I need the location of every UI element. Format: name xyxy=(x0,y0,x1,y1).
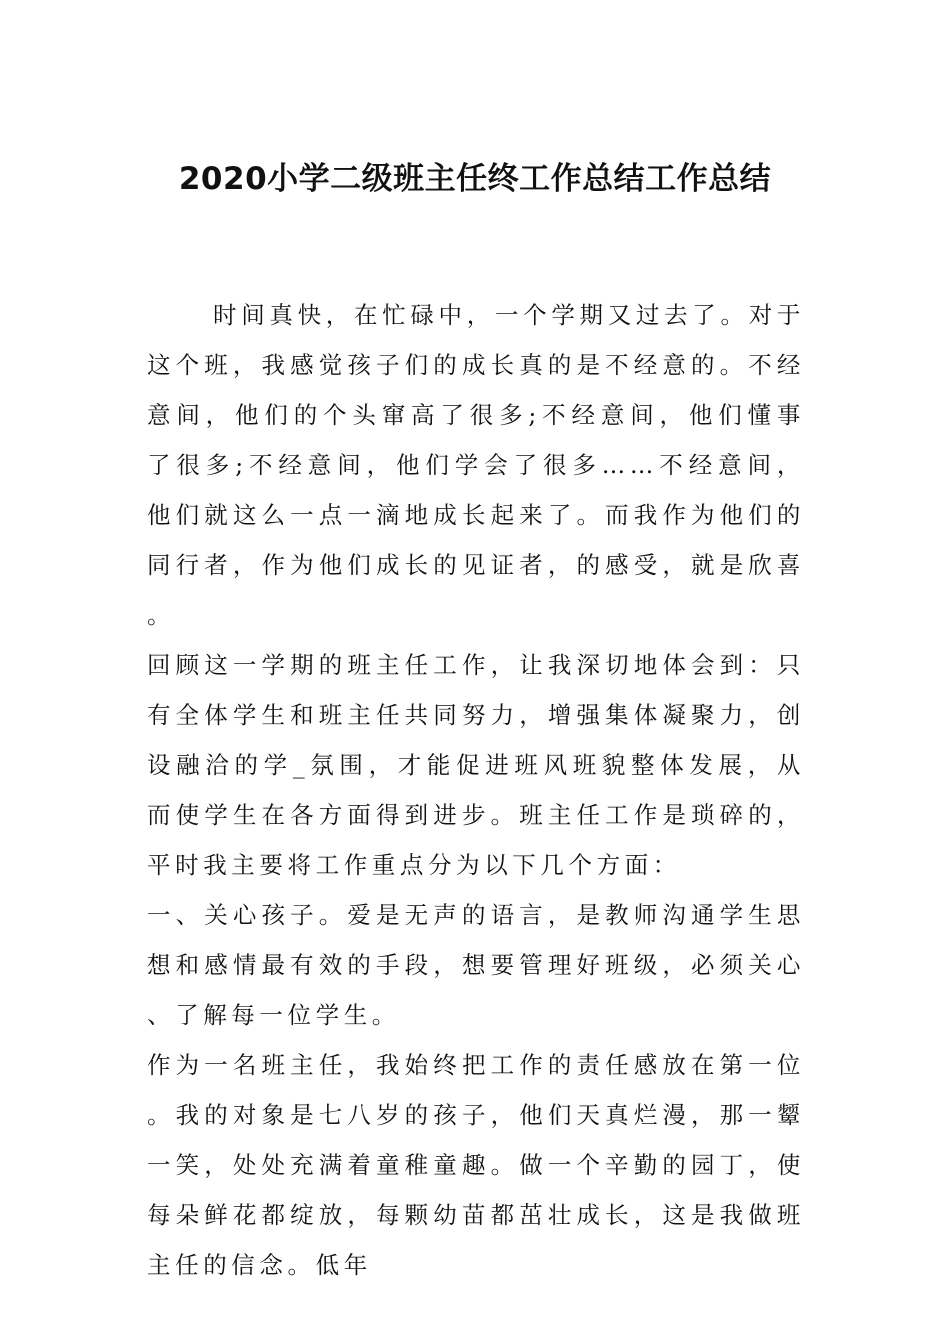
paragraph-responsibility: 作为一名班主任，我始终把工作的责任感放在第一位。我的对象是七八岁的孩子，他们天真烂漫，那一颦一笑，处处充满着童稚童趣。做一个辛勤的园丁，使每朵鲜花都绽放，每颗幼苗都茁壮成长，这是我做班主任的信念。低年 xyxy=(147,1051,805,1279)
paragraph-section-one: 一、关心孩子。爱是无声的语言，是教师沟通学生思想和感情最有效的手段，想要管理好班级，必须关心、了解每一位学生。 xyxy=(147,901,805,1029)
paragraph-intro: 时间真快，在忙碌中，一个学期又过去了。对于这个班，我感觉孩子们的成长真的是不经意的。不经意间，他们的个头窜高了很多;不经意间，他们懂事了很多;不经意间，他们学会了很多……不经意间，他们就这么一点一滴地成长起来了。而我作为他们的同行者，作为他们成长的见证者，的感受，就是欣喜。 xyxy=(147,301,805,629)
document-body xyxy=(147,290,805,1290)
paragraph-review: 回顾这一学期的班主任工作，让我深切地体会到：只有全体学生和班主任共同努力，增强集体凝聚力，创设融洽的学_氛围，才能促进班风班貌整体发展，从而使学生在各方面得到进步。班主任工作是琐碎的，平时我主要将工作重点分为以下几个方面： xyxy=(147,651,805,879)
document-title: 2020小学二级班主任终工作总结工作总结 xyxy=(178,161,772,197)
